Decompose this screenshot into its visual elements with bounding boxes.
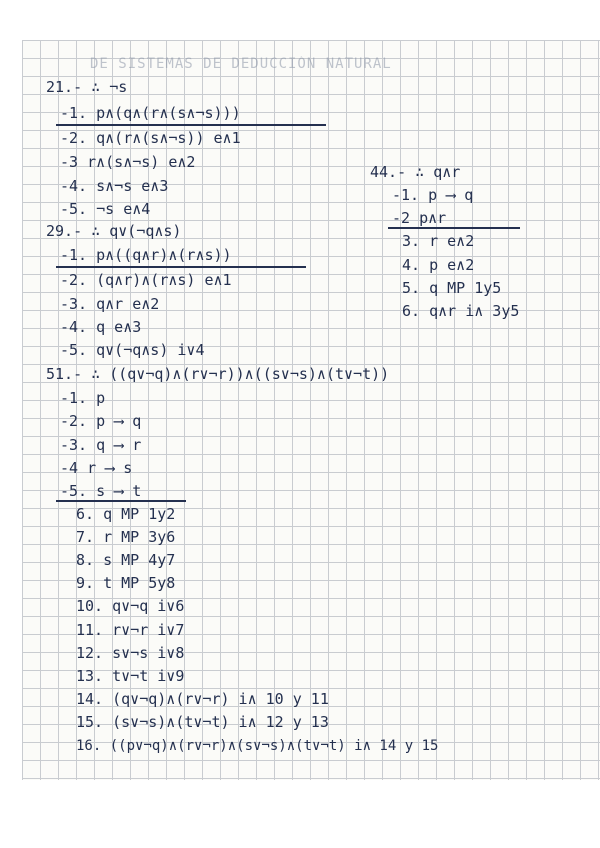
- ex51-line-5: -5. s ⟶ t: [60, 482, 142, 500]
- ex51-line-11: 11. r∨¬r i∨7: [76, 621, 185, 639]
- ex44-line-6: 6. q∧r i∧ 3y5: [402, 302, 520, 320]
- ex44-title: 44.- ∴ q∧r: [370, 163, 461, 181]
- ex51-line-8: 8. s MP 4y7: [76, 551, 176, 569]
- ex21-line-2: -2. q∧(r∧(s∧¬s)) e∧1: [60, 129, 241, 147]
- ex29-line-5: -5. q∨(¬q∧s) i∨4: [60, 341, 205, 359]
- ex21-title: 21.- ∴ ¬s: [46, 78, 128, 96]
- ex51-line-12: 12. s∨¬s i∨8: [76, 644, 185, 662]
- ex29-line-4: -4. q e∧3: [60, 318, 142, 336]
- ex29-line-3: -3. q∧r e∧2: [60, 295, 160, 313]
- ex29-premise-rule: [56, 266, 306, 268]
- ex51-line-4: -4 r ⟶ s: [60, 459, 133, 477]
- ex51-line-3: -3. q ⟶ r: [60, 436, 142, 454]
- ex44-line-5: 5. q MP 1y5: [402, 279, 502, 297]
- ex51-line-14: 14. (q∨¬q)∧(r∨¬r) i∧ 10 y 11: [76, 690, 329, 708]
- ex51-line-9: 9. t MP 5y8: [76, 574, 176, 592]
- ex51-line-6: 6. q MP 1y2: [76, 505, 176, 523]
- ex29-title: 29.- ∴ q∨(¬q∧s): [46, 222, 182, 240]
- ex29-line-2: -2. (q∧r)∧(r∧s) e∧1: [60, 271, 232, 289]
- ex21-line-3: -3 r∧(s∧¬s) e∧2: [60, 153, 196, 171]
- ex44-line-1: -1. p ⟶ q: [392, 186, 474, 204]
- faded-header: DE SISTEMAS DE DEDUCCIÓN NATURAL: [90, 56, 392, 72]
- ex44-line-4: 4. p e∧2: [402, 256, 475, 274]
- ex51-line-10: 10. q∨¬q i∨6: [76, 597, 185, 615]
- ex51-line-1: -1. p: [60, 389, 106, 407]
- ex51-line-15: 15. (s∨¬s)∧(t∨¬t) i∧ 12 y 13: [76, 713, 329, 731]
- ex51-line-2: -2. p ⟶ q: [60, 412, 142, 430]
- ex51-line-7: 7. r MP 3y6: [76, 528, 176, 546]
- ex51-title: 51.- ∴ ((q∨¬q)∧(r∨¬r))∧((s∨¬s)∧(t∨¬t)): [46, 365, 390, 383]
- ex44-premise-rule: [388, 227, 520, 229]
- ex51-line-16: 16. ((p∨¬q)∧(r∨¬r)∧(s∨¬s)∧(t∨¬t) i∧ 14 y 15: [76, 738, 439, 754]
- ex44-line-2: -2 p∧r: [392, 209, 447, 227]
- ex21-premise-rule: [56, 124, 326, 126]
- ex21-line-4: -4. s∧¬s e∧3: [60, 177, 169, 195]
- ex29-line-1: -1. p∧((q∧r)∧(r∧s)): [60, 246, 232, 264]
- ex51-premise-rule: [56, 500, 186, 502]
- ex44-line-3: 3. r e∧2: [402, 232, 475, 250]
- ex21-line-5: -5. ¬s e∧4: [60, 200, 151, 218]
- ex21-line-1: -1. p∧(q∧(r∧(s∧¬s))): [60, 104, 241, 122]
- ex51-line-13: 13. t∨¬t i∨9: [76, 667, 185, 685]
